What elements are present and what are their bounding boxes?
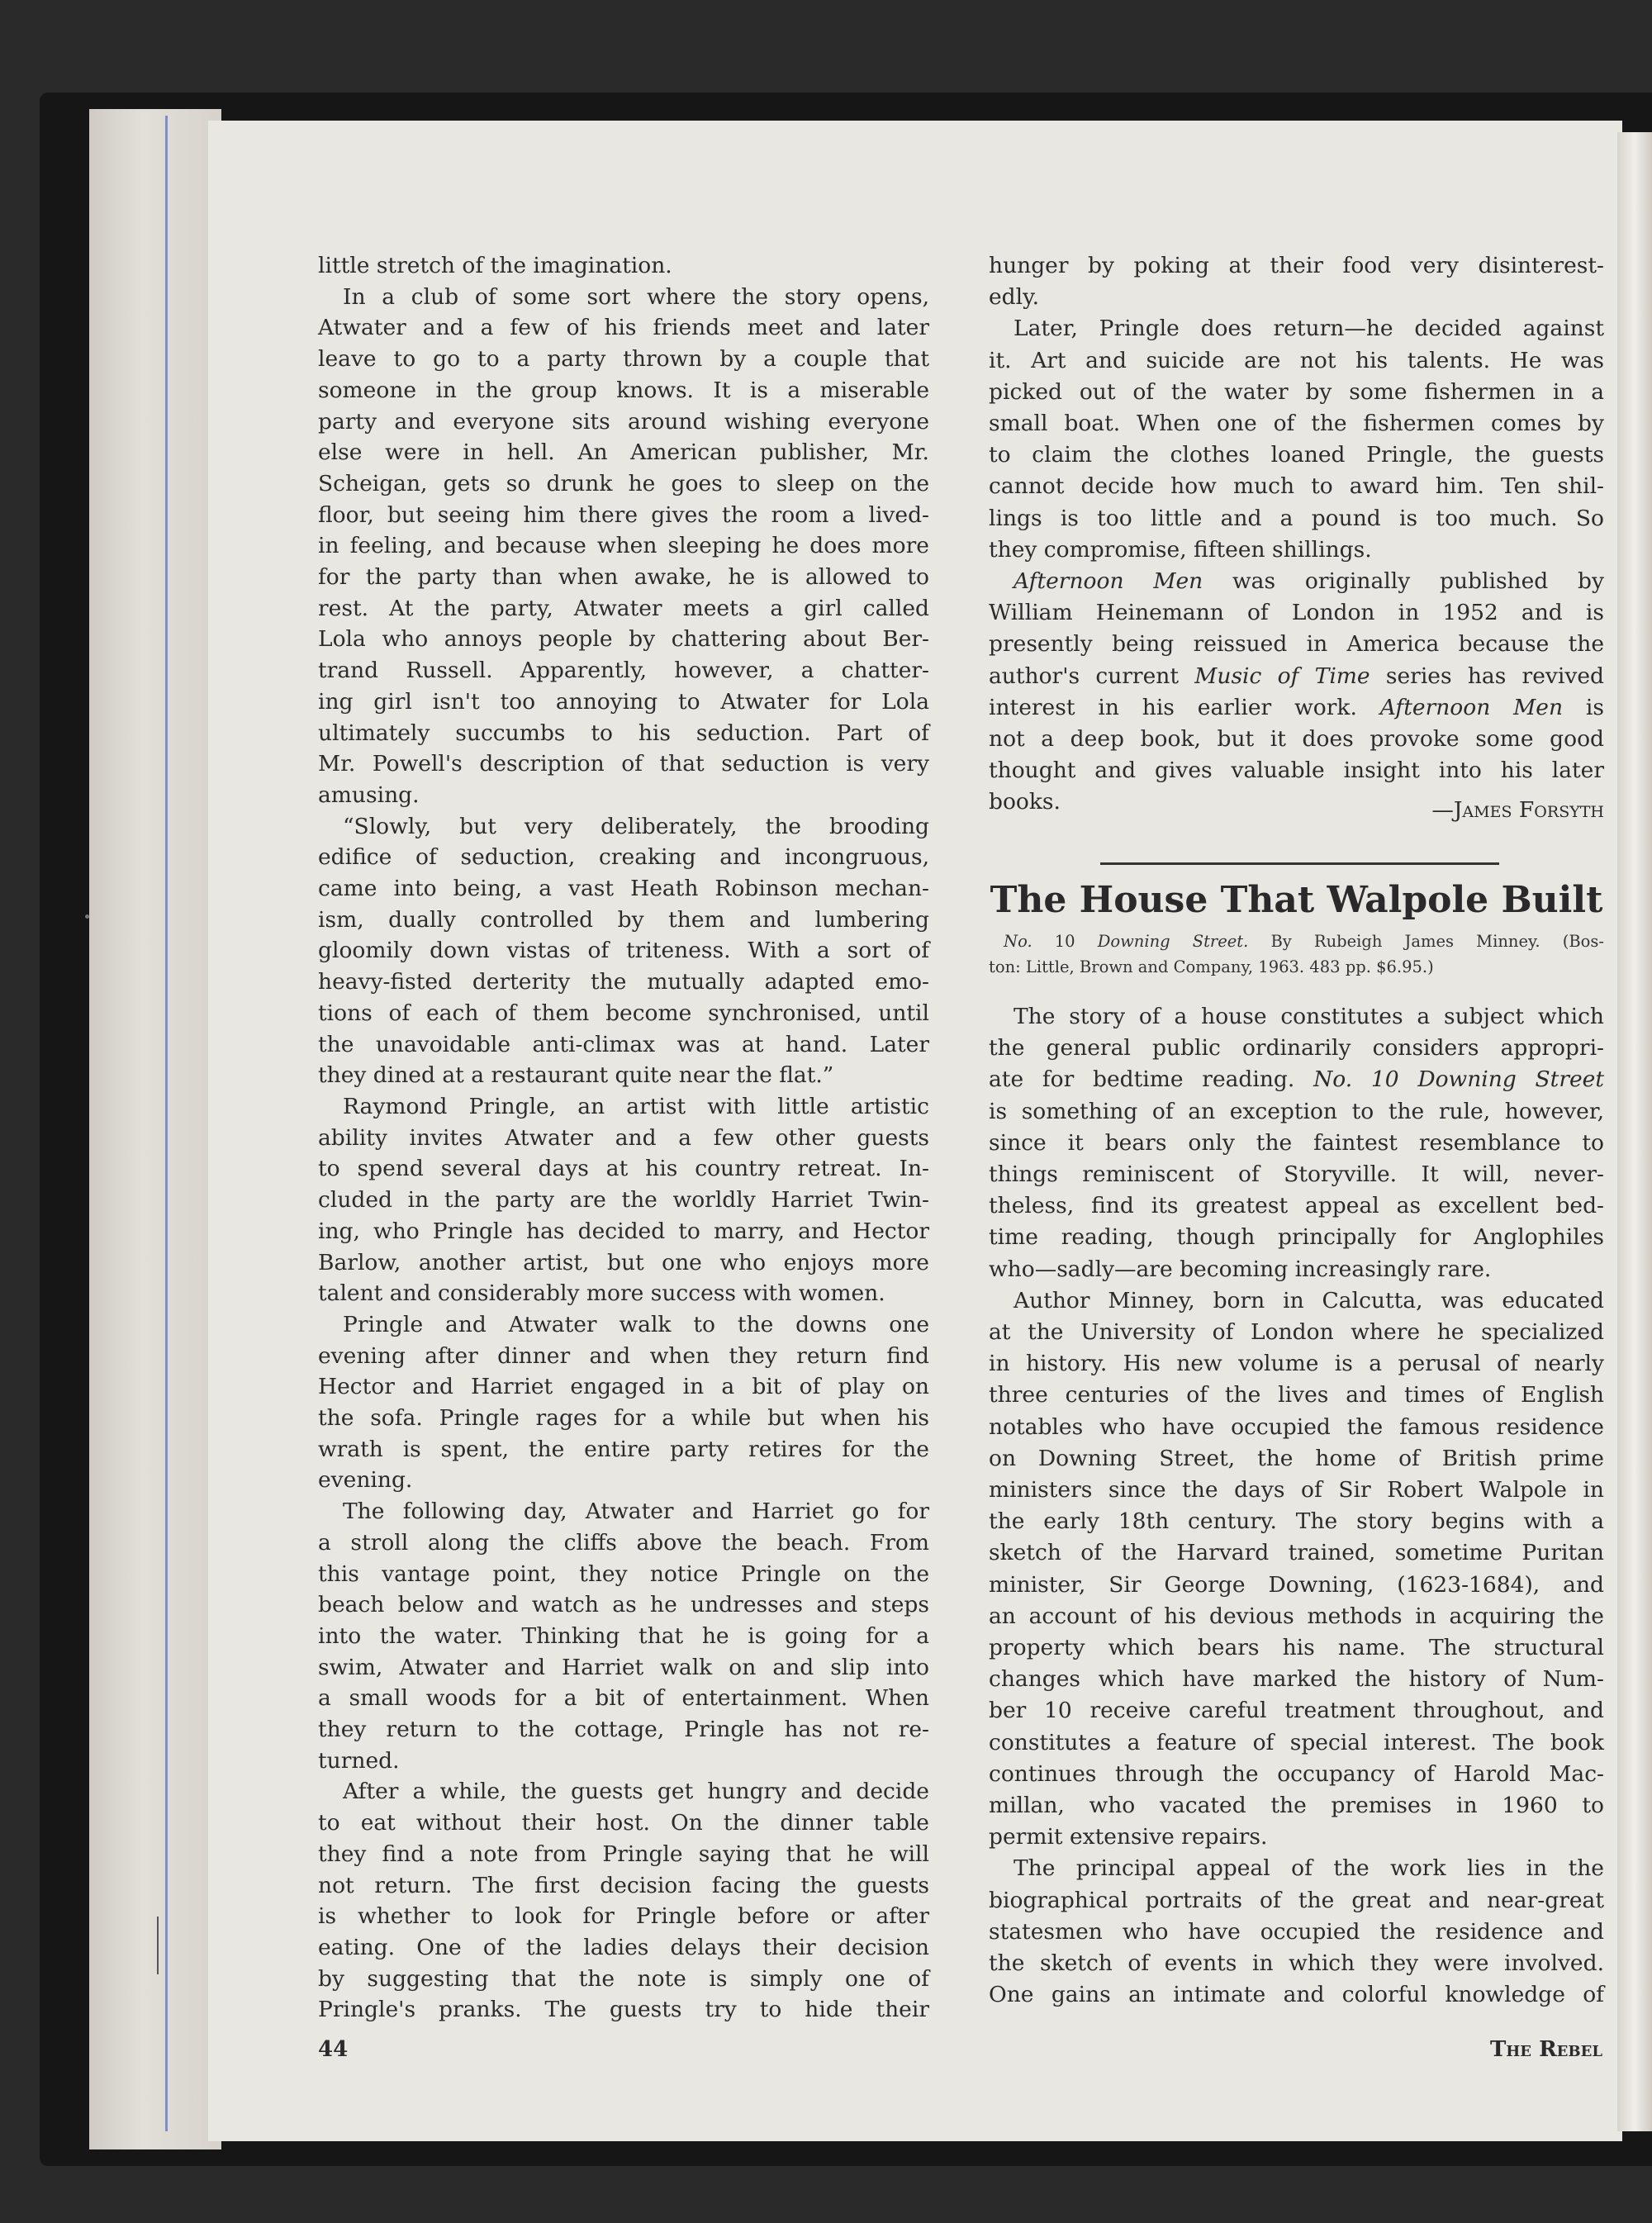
text-line bbox=[989, 566, 1604, 597]
text-line: trand Russell. Apparently, however, a chatter- bbox=[318, 658, 929, 684]
text-line: party and everyone sits around wishing everyone bbox=[318, 408, 929, 435]
text-line: The story of a house constitutes a subject which bbox=[1014, 1004, 1604, 1029]
paragraph bbox=[318, 1496, 929, 1776]
text-line: statesmen who have occupied the residence and bbox=[989, 1918, 1604, 1945]
text-line: ministers since the days of Sir Robert Walpole in bbox=[989, 1477, 1604, 1503]
text-line: a stroll along the cliffs above the beach. From bbox=[318, 1529, 929, 1556]
text-line bbox=[989, 929, 1604, 954]
paragraph bbox=[318, 282, 929, 811]
text-line: leave to go to a party thrown by a couple that bbox=[318, 346, 929, 373]
text-line: ing, who Pringle has decided to marry, and Hector bbox=[318, 1218, 929, 1244]
text-segment: By Rubeigh James Minney. (Bos- bbox=[1248, 932, 1604, 951]
text-line: ber 10 receive careful treatment throughout, and bbox=[989, 1698, 1604, 1724]
text-line: After a while, the guests get hungry and decide bbox=[343, 1779, 929, 1805]
text-line: Author Minney, born in Calcutta, was educated bbox=[1014, 1287, 1604, 1313]
review-title: The House That Walpole Built bbox=[990, 879, 1603, 921]
page-stack-right bbox=[1617, 132, 1652, 2131]
text-line: things reminiscent of Storyville. It will, never- bbox=[989, 1161, 1604, 1188]
text-line: edifice of seduction, creaking and incongruous, bbox=[318, 844, 929, 871]
text-line: picked out of the water by some fishermen in a bbox=[989, 378, 1604, 405]
text-line: Barlow, another artist, but one who enjoys more bbox=[318, 1249, 929, 1275]
text-line: to claim the clothes loaned Pringle, the guests bbox=[989, 442, 1604, 468]
text-line: property which bears his name. The structural bbox=[989, 1635, 1604, 1661]
text-line: Lola who annoys people by chattering about Ber- bbox=[318, 626, 929, 653]
book-citation bbox=[989, 929, 1604, 980]
text-line: thought and gives valuable insight into his later bbox=[989, 758, 1604, 784]
page-edge-line bbox=[165, 116, 168, 2131]
text-line: eating. One of the ladies delays their decision bbox=[318, 1934, 929, 1960]
text-segment: interest in his earlier work. bbox=[989, 694, 1380, 720]
paragraph bbox=[989, 1853, 1604, 2011]
text-line: small boat. When one of the fishermen comes by bbox=[989, 411, 1604, 437]
text-line: hunger by poking at their food very disinterest- bbox=[989, 253, 1604, 278]
text-line: wrath is spent, the entire party retires for the bbox=[318, 1436, 929, 1462]
right-column-top bbox=[989, 250, 1604, 819]
text-line: heavy-fisted derterity the mutually adapted emo- bbox=[318, 969, 929, 995]
text-line: books. bbox=[989, 789, 1061, 815]
paragraph bbox=[318, 1309, 929, 1496]
text-line: changes which have marked the history of Num- bbox=[989, 1666, 1604, 1693]
paragraph bbox=[989, 1285, 1604, 1854]
text-line: at the University of London where he specialized bbox=[989, 1319, 1604, 1346]
text-line bbox=[989, 1064, 1604, 1095]
text-line: the sketch of events in which they were involved. bbox=[989, 1950, 1604, 1977]
text-line: three centuries of the lives and times of English bbox=[989, 1382, 1604, 1408]
text-line: tions of each of them become synchronised, until bbox=[318, 1000, 929, 1026]
text-line: ultimately succumbs to his seduction. Part of bbox=[318, 720, 929, 746]
review-signature: —James Forsyth bbox=[1431, 797, 1604, 823]
text-line: evening. bbox=[318, 1467, 413, 1494]
text-line: William Heinemann of London in 1952 and is bbox=[989, 600, 1604, 626]
italic-title: No. 10 Downing Street bbox=[1313, 1066, 1604, 1093]
text-line: talent and considerably more success with women. bbox=[318, 1280, 885, 1307]
italic-title: Afternoon Men bbox=[1014, 568, 1203, 595]
text-line: is whether to look for Pringle before or after bbox=[318, 1903, 929, 1930]
text-line: into the water. Thinking that he is going for a bbox=[318, 1622, 929, 1649]
text-line: permit extensive repairs. bbox=[989, 1824, 1268, 1850]
text-line: an account of his devious methods in acquiring the bbox=[989, 1603, 1604, 1629]
text-line: “Slowly, but very deliberately, the brooding bbox=[343, 813, 929, 839]
text-line: the sofa. Pringle rages for a while but when his bbox=[318, 1405, 929, 1432]
text-line: this vantage point, they notice Pringle on the bbox=[318, 1560, 929, 1587]
text-line: notables who have occupied the famous residence bbox=[989, 1413, 1604, 1440]
text-line: One gains an intimate and colorful knowledge of bbox=[989, 1982, 1604, 2008]
text-line: someone in the group knows. It is a miserable bbox=[318, 377, 929, 403]
text-line: theless, find its greatest appeal as excellent bed- bbox=[989, 1193, 1604, 1219]
text-line: beach below and watch as he undresses and steps bbox=[318, 1592, 929, 1618]
text-segment: ate for bedtime reading. bbox=[989, 1066, 1314, 1093]
text-line: not a deep book, but it does provoke some good bbox=[989, 726, 1604, 753]
text-line: else were in hell. An American publisher, Mr. bbox=[318, 439, 929, 466]
text-line: continues through the occupancy of Harold Mac- bbox=[989, 1760, 1604, 1787]
text-line: rest. At the party, Atwater meets a girl called bbox=[318, 595, 929, 621]
text-line: evening after dinner and when they return find bbox=[318, 1342, 929, 1369]
text-line: Hector and Harriet engaged in a bit of play on bbox=[318, 1374, 929, 1400]
text-line: swim, Atwater and Harriet walk on and slip into bbox=[318, 1654, 929, 1680]
text-line: millan, who vacated the premises in 1960 to bbox=[989, 1793, 1604, 1819]
text-line: they compromise, fifteen shillings. bbox=[989, 536, 1372, 563]
text-line: the early 18th century. The story begins with a bbox=[989, 1508, 1604, 1535]
text-line: it. Art and suicide are not his talents. He was bbox=[989, 347, 1604, 373]
margin-dot bbox=[85, 914, 89, 919]
text-line: in feeling, and because when sleeping he does more bbox=[318, 533, 929, 559]
paragraph bbox=[989, 1001, 1604, 1285]
section-divider bbox=[1100, 862, 1499, 865]
text-line: ability invites Atwater and a few other guests bbox=[318, 1124, 929, 1151]
text-line: ton: Little, Brown and Company, 1963. 483 pp. $6.95.) bbox=[989, 957, 1434, 976]
margin-mark bbox=[157, 1917, 159, 1974]
text-line: gloomily down vistas of triteness. With a sort of bbox=[318, 938, 929, 964]
text-segment: series has revived bbox=[1370, 663, 1604, 689]
text-line: constitutes a feature of special interest. The book bbox=[989, 1729, 1604, 1755]
text-line: came into being, a vast Heath Robinson mechan- bbox=[318, 876, 929, 902]
text-line: little stretch of the imagination. bbox=[318, 253, 672, 278]
paragraph bbox=[318, 250, 929, 282]
text-line: Raymond Pringle, an artist with little artistic bbox=[343, 1093, 929, 1119]
review-body bbox=[989, 1001, 1604, 2012]
text-line: ism, dually controlled by them and lumbering bbox=[318, 906, 929, 933]
text-line: turned. bbox=[318, 1747, 400, 1774]
text-line: not return. The first decision facing the guests bbox=[318, 1872, 929, 1898]
text-line: time reading, though principally for Anglophiles bbox=[989, 1224, 1604, 1251]
text-line: In a club of some sort where the story opens, bbox=[343, 283, 929, 310]
text-segment: was originally published by bbox=[1203, 568, 1604, 595]
text-line: they return to the cottage, Pringle has not re- bbox=[318, 1717, 929, 1743]
paragraph bbox=[989, 566, 1604, 819]
text-line: biographical portraits of the great and near-great bbox=[989, 1887, 1604, 1913]
text-line: the general public ordinarily considers appropri- bbox=[989, 1035, 1604, 1062]
text-line: to spend several days at his country retreat. In- bbox=[318, 1156, 929, 1182]
text-line: a small woods for a bit of entertainment. When bbox=[318, 1685, 929, 1712]
text-line: who—sadly—are becoming increasingly rare. bbox=[989, 1256, 1492, 1282]
text-line: amusing. bbox=[318, 781, 420, 808]
italic-title: No. bbox=[1004, 932, 1032, 951]
paragraph bbox=[318, 1091, 929, 1309]
text-line: is something of an exception to the rule, however, bbox=[989, 1098, 1604, 1124]
page-stack-left bbox=[89, 109, 221, 2149]
text-line: cluded in the party are the worldly Harriet Twin- bbox=[318, 1187, 929, 1214]
text-line: The principal appeal of the work lies in the bbox=[1014, 1855, 1604, 1882]
text-line bbox=[989, 661, 1604, 692]
text-line: edly. bbox=[989, 284, 1039, 311]
paragraph bbox=[989, 250, 1604, 313]
paragraph bbox=[989, 313, 1604, 566]
text-line: by suggesting that the note is simply one of bbox=[318, 1965, 929, 1992]
text-line: floor, but seeing him there gives the room a lived- bbox=[318, 501, 929, 528]
text-line: the unavoidable anti-climax was at hand. Later bbox=[318, 1031, 929, 1057]
text-line: Pringle and Atwater walk to the downs one bbox=[343, 1311, 929, 1337]
text-line: on Downing Street, the home of British prime bbox=[989, 1445, 1604, 1471]
text-line: since it bears only the faintest resemblance to bbox=[989, 1129, 1604, 1156]
italic-title: Downing Street. bbox=[1097, 932, 1249, 951]
text-line: for the party than when awake, he is allowed to bbox=[318, 564, 929, 591]
text-line: Scheigan, gets so drunk he goes to sleep on the bbox=[318, 470, 929, 496]
left-column bbox=[318, 250, 929, 2026]
text-line: ing girl isn't too annoying to Atwater for Lola bbox=[318, 688, 929, 715]
text-line bbox=[989, 692, 1604, 724]
text-line: lings is too little and a pound is too much. So bbox=[989, 505, 1604, 531]
text-line: to eat without their host. On the dinner table bbox=[318, 1810, 929, 1836]
italic-title: Music of Time bbox=[1194, 663, 1370, 689]
text-line: Mr. Powell's description of that seduction is very bbox=[318, 751, 929, 777]
text-line: in history. His new volume is a perusal of nearly bbox=[989, 1351, 1604, 1377]
paragraph bbox=[318, 1776, 929, 2026]
text-line: cannot decide how much to award him. Ten shil- bbox=[989, 473, 1604, 500]
text-line: Atwater and a few of his friends meet and later bbox=[318, 315, 929, 341]
text-segment: author's current bbox=[989, 663, 1195, 689]
text-line: Pringle's pranks. The guests try to hide their bbox=[318, 1997, 929, 2023]
text-segment: 10 bbox=[1032, 932, 1098, 951]
paragraph bbox=[318, 811, 929, 1091]
text-line: The following day, Atwater and Harriet go for bbox=[343, 1499, 929, 1525]
text-line: they dined at a restaurant quite near the flat.” bbox=[318, 1062, 834, 1089]
text-line: they find a note from Pringle saying that he will bbox=[318, 1841, 929, 1867]
italic-title: Afternoon Men bbox=[1379, 694, 1564, 720]
text-segment: is bbox=[1563, 694, 1604, 720]
text-line: sketch of the Harvard trained, sometime Puritan bbox=[989, 1540, 1604, 1566]
running-footer-title: The Rebel bbox=[1489, 2037, 1602, 2062]
text-line: Later, Pringle does return—he decided against bbox=[1014, 316, 1604, 342]
page-number: 44 bbox=[318, 2037, 349, 2062]
text-line: presently being reissued in America because the bbox=[989, 631, 1604, 658]
text-line: minister, Sir George Downing, (1623-1684), and bbox=[989, 1571, 1604, 1598]
